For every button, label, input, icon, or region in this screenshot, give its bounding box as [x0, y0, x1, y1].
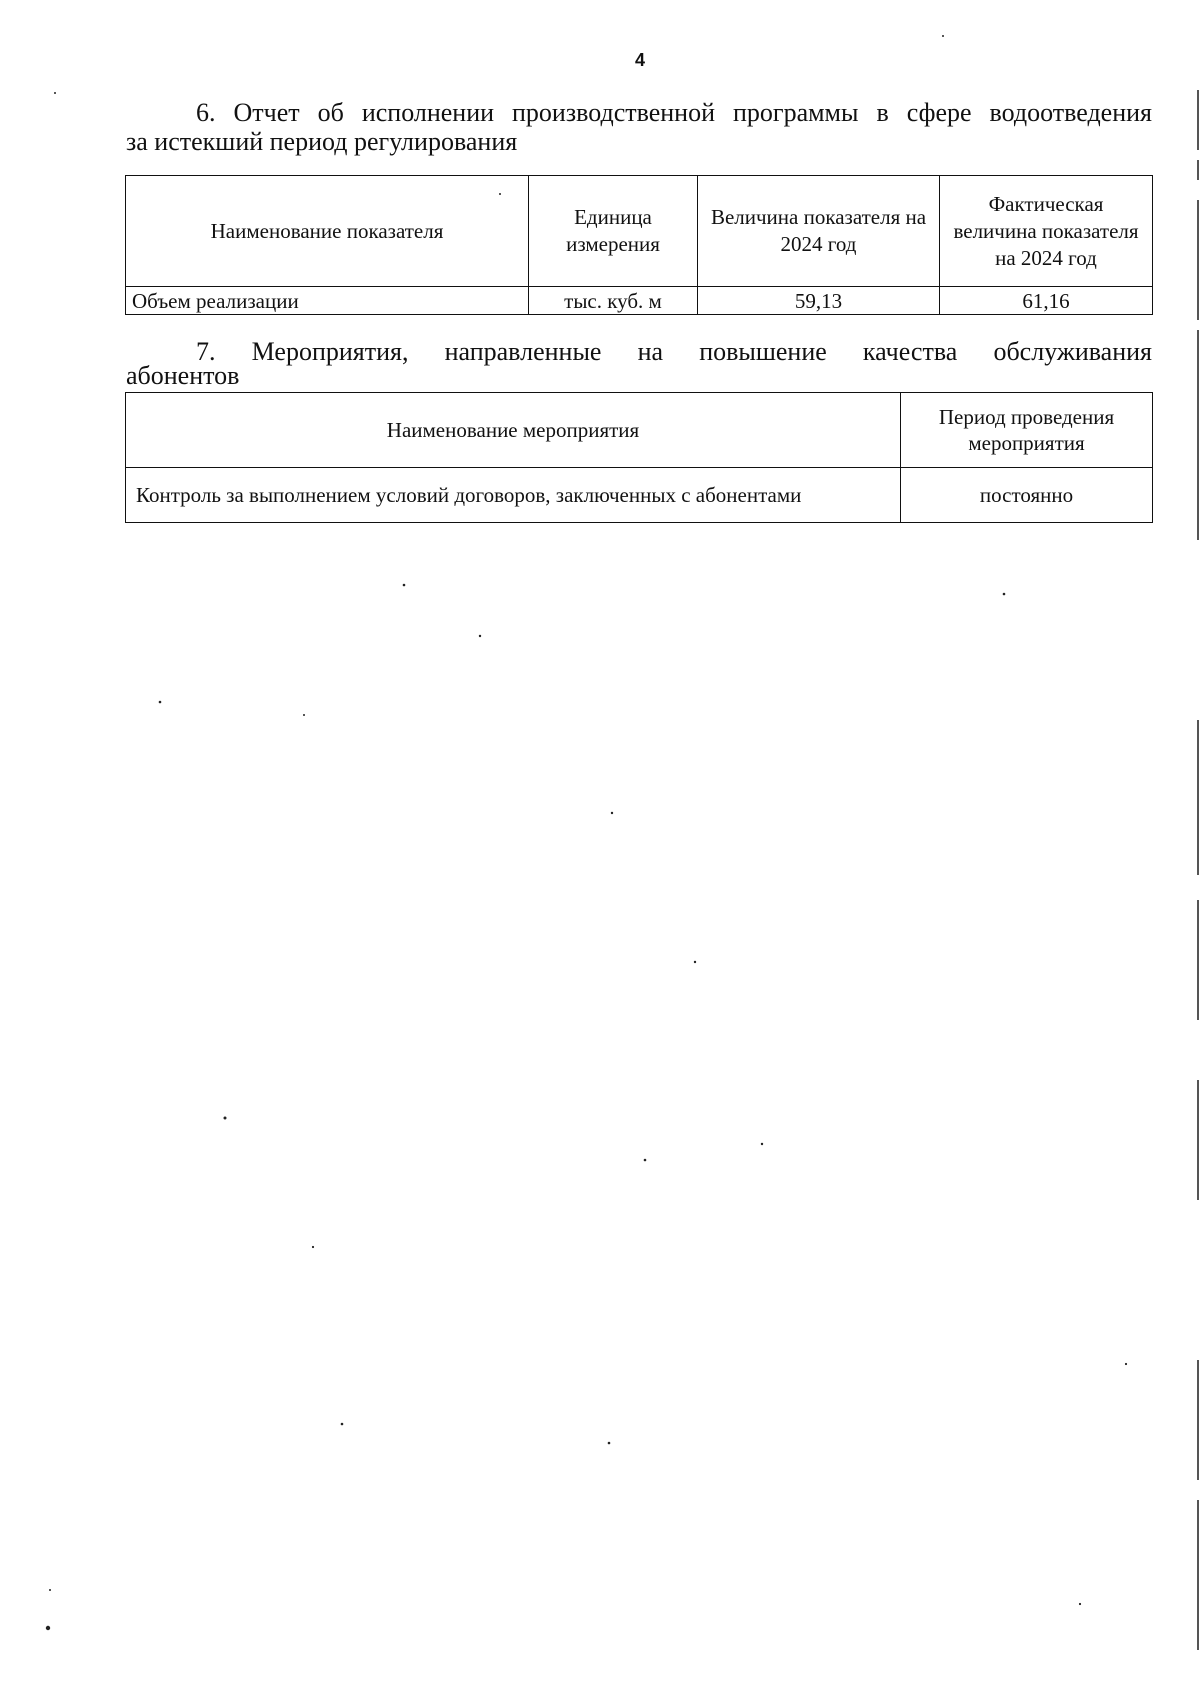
section-7-heading-line-2: абонентов: [126, 361, 240, 390]
column-header-indicator-name: Наименование показателя: [126, 176, 529, 287]
table-row: [126, 287, 1153, 315]
column-header-actual-value: Фактическая величина показателя на 2024 год: [940, 176, 1153, 287]
column-header-unit: Единица измерения: [529, 176, 698, 287]
table-row: [126, 468, 1153, 523]
table-header-row: [126, 393, 1153, 468]
column-header-measure-name: Наименование мероприятия: [126, 393, 901, 468]
cell-measure-name: Контроль за выполнением условий договоров, заключенных с абонентами: [126, 468, 901, 523]
cell-period: постоянно: [901, 468, 1153, 523]
section-6-heading: [126, 98, 1152, 156]
cell-unit: тыс. куб. м: [529, 287, 698, 315]
production-program-report-table: [125, 175, 1153, 315]
section-7-heading: [126, 337, 1152, 390]
section-7-heading-line-1: 7. Мероприятия, направленные на повышение качества обслуживания: [196, 337, 1152, 366]
column-header-planned-value: Величина показателя на 2024 год: [698, 176, 940, 287]
column-header-period: Период проведения мероприятия: [901, 393, 1153, 468]
page-number: 4: [634, 50, 645, 70]
section-6-heading-line-1: 6. Отчет об исполнении производственной программы в сфере водоотведения: [196, 98, 1152, 127]
table-header-row: [126, 176, 1153, 287]
cell-indicator-name: Объем реализации: [126, 287, 529, 315]
service-quality-measures-table: [125, 392, 1153, 523]
cell-planned-value: 59,13: [698, 287, 940, 315]
cell-actual-value: 61,16: [940, 287, 1153, 315]
section-6-heading-line-2: за истекший период регулирования: [126, 127, 518, 156]
